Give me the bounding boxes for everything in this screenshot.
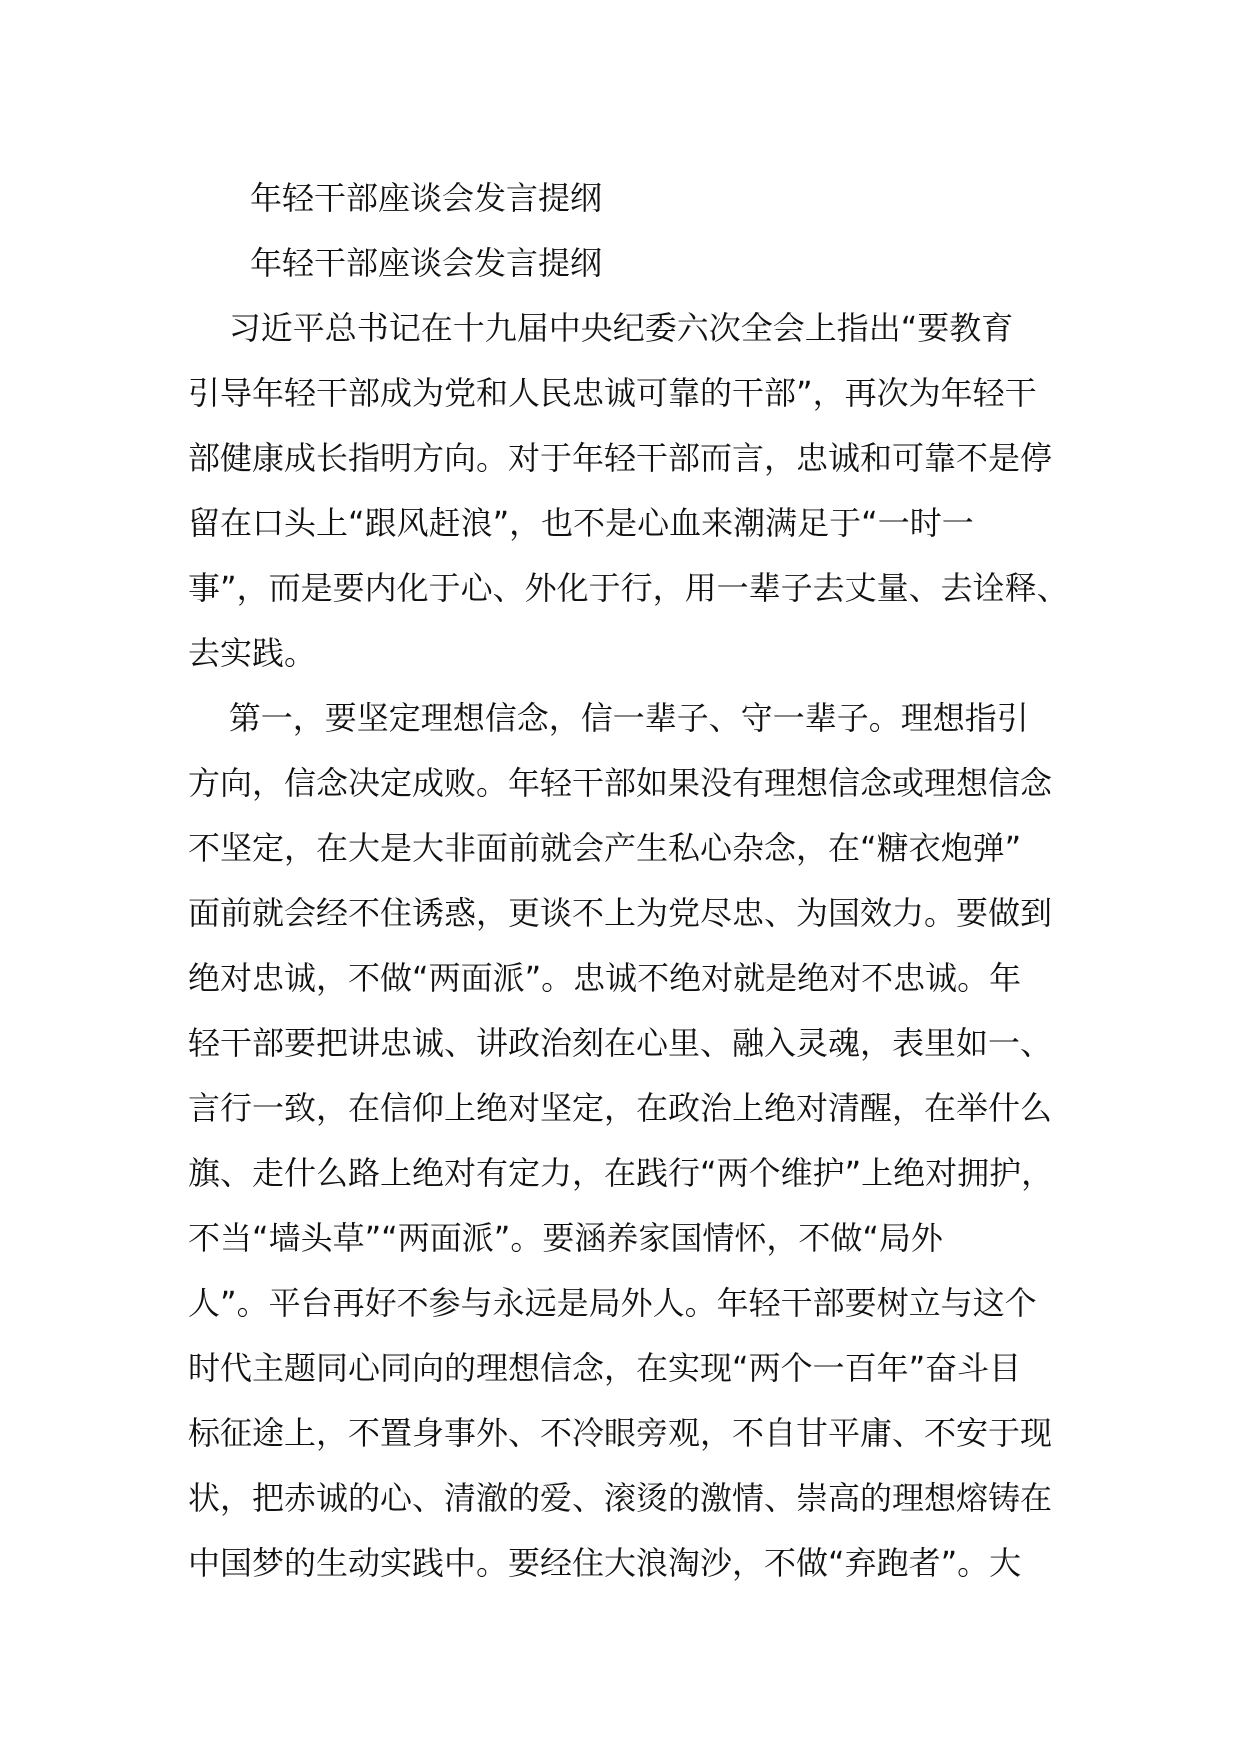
body-line: 绝对忠诚，不做“两面派”。忠诚不绝对就是绝对不忠诚。年 <box>188 959 1022 997</box>
body-line: 时代主题同心同向的理想信念，在实现“两个一百年”奋斗目 <box>188 1349 1022 1387</box>
document-title: 年轻干部座谈会发言提纲 <box>250 179 603 217</box>
body-line: 不当“墙头草”“两面派”。要涵养家国情怀，不做“局外 <box>188 1219 943 1257</box>
body-line: 留在口头上“跟风赶浪”，也不是心血来潮满足于“一时一 <box>188 504 974 542</box>
body-line: 状，把赤诚的心、清澈的爱、滚烫的激情、崇高的理想熔铸在 <box>188 1479 1053 1517</box>
body-line: 第一，要坚定理想信念，信一辈子、守一辈子。理想指引 <box>188 699 1029 737</box>
body-line: 中国梦的生动实践中。要经住大浪淘沙，不做“弃跑者”。大 <box>188 1544 1022 1582</box>
body-line: 事”，而是要内化于心、外化于行，用一辈子去丈量、去诠释、 <box>188 569 1069 607</box>
body-line: 部健康成长指明方向。对于年轻干部而言，忠诚和可靠不是停 <box>188 439 1053 477</box>
body-line: 人”。平台再好不参与永远是局外人。年轻干部要树立与这个 <box>188 1284 1037 1322</box>
body-line: 轻干部要把讲忠诚、讲政治刻在心里、融入灵魂，表里如一、 <box>188 1024 1053 1062</box>
body-line: 不坚定，在大是大非面前就会产生私心杂念，在“糖衣炮弹” <box>188 829 1022 867</box>
body-line: 面前就会经不住诱惑，更谈不上为党尽忠、为国效力。要做到 <box>188 894 1053 932</box>
document-subtitle: 年轻干部座谈会发言提纲 <box>250 244 603 282</box>
body-line: 去实践。 <box>188 634 317 672</box>
body-line: 言行一致，在信仰上绝对坚定，在政治上绝对清醒，在举什么 <box>188 1089 1053 1127</box>
document-body <box>188 166 1088 1596</box>
body-line: 旗、走什么路上绝对有定力，在践行“两个维护”上绝对拥护， <box>188 1154 1054 1192</box>
body-line: 标征途上，不置身事外、不冷眼旁观，不自甘平庸、不安于现 <box>188 1414 1053 1452</box>
body-line: 习近平总书记在十九届中央纪委六次全会上指出“要教育 <box>188 309 1014 347</box>
body-line: 引导年轻干部成为党和人民忠诚可靠的干部”，再次为年轻干 <box>188 374 1037 412</box>
body-line: 方向，信念决定成败。年轻干部如果没有理想信念或理想信念 <box>188 764 1053 802</box>
